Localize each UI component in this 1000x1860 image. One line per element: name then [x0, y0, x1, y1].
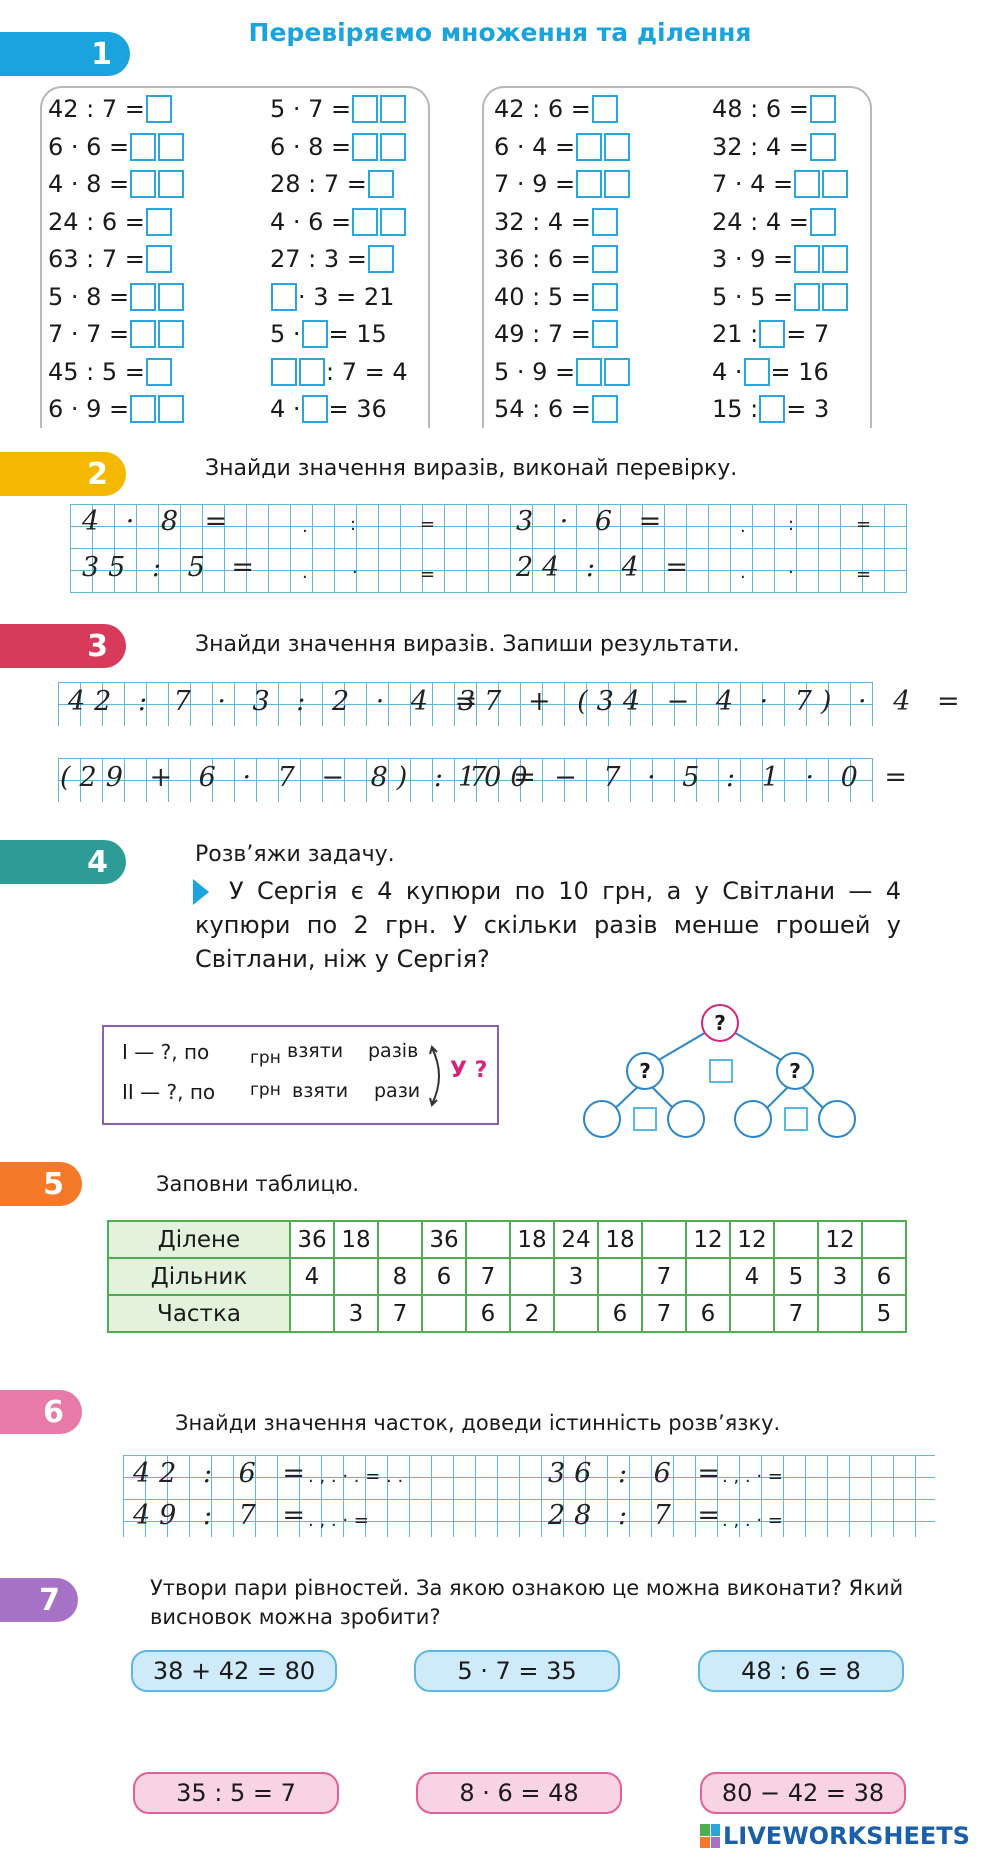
- equation-text: 63 : 7 =: [48, 245, 145, 273]
- task-2-instruction: Знайди значення виразів, виконай перевірку.: [205, 456, 738, 481]
- table-cell: 7: [378, 1295, 422, 1332]
- answer-box[interactable]: [794, 283, 820, 311]
- table-cell: 4: [290, 1258, 334, 1295]
- answer-box[interactable]: [576, 133, 602, 161]
- table-cell[interactable]: [554, 1295, 598, 1332]
- tree-node-left: ?: [626, 1052, 664, 1090]
- answer-box[interactable]: [794, 245, 820, 273]
- equation: [270, 169, 395, 199]
- tree-answer-box[interactable]: [784, 1107, 808, 1131]
- answer-box[interactable]: [352, 133, 378, 161]
- answer-box[interactable]: [130, 170, 156, 198]
- brand-icon: [700, 1824, 720, 1848]
- table-row: [108, 1295, 906, 1332]
- task-5-instruction: Заповни таблицю.: [156, 1172, 360, 1196]
- equation-text: 5 · 8 =: [48, 282, 130, 311]
- task-4-problem: У Сергія є 4 купюри по 10 грн, а у Світлани — 4 купюри по 2 грн. У скільки разів менше грошей у Світлани, ніж у Сергія?: [195, 877, 901, 973]
- answer-box[interactable]: [592, 395, 618, 423]
- task-2-expr-1: 4 · 8 =: [82, 506, 237, 537]
- table-cell: 18: [510, 1221, 554, 1258]
- equation-card-blue-2[interactable]: 5 · 7 = 35: [414, 1650, 620, 1692]
- task-2-badge: 2: [0, 452, 126, 496]
- answer-box[interactable]: [158, 395, 184, 423]
- answer-box[interactable]: [146, 358, 172, 386]
- answer-box[interactable]: [271, 283, 297, 311]
- answer-box[interactable]: [744, 358, 770, 386]
- answer-box[interactable]: [592, 245, 618, 273]
- table-cell: 36: [290, 1221, 334, 1258]
- equation: [712, 282, 849, 312]
- task-6-expr-1: 42 : 6 =: [133, 1458, 315, 1489]
- answer-box[interactable]: [759, 395, 785, 423]
- table-cell: 7: [642, 1295, 686, 1332]
- table-cell[interactable]: [422, 1295, 466, 1332]
- tree-answer-box[interactable]: [633, 1107, 657, 1131]
- answer-box[interactable]: [130, 133, 156, 161]
- answer-box[interactable]: [146, 245, 172, 273]
- answer-box[interactable]: [592, 208, 618, 236]
- equation-text: 7 · 4 =: [712, 170, 794, 198]
- equation: [48, 94, 173, 124]
- scheme-times-2: рази: [374, 1080, 421, 1102]
- answer-box[interactable]: [299, 358, 325, 386]
- scheme-unit: грн: [250, 1080, 281, 1100]
- task-6-marks: . , . · =: [722, 1510, 783, 1531]
- answer-box[interactable]: [576, 358, 602, 386]
- task-6-expr-2: 36 : 6 =: [548, 1458, 730, 1489]
- equation: [270, 244, 395, 274]
- answer-box[interactable]: [302, 395, 328, 423]
- equation: [48, 319, 185, 349]
- equation: [270, 357, 408, 387]
- answer-box[interactable]: [604, 170, 630, 198]
- answer-box[interactable]: [822, 245, 848, 273]
- answer-box[interactable]: [158, 170, 184, 198]
- scheme-take: взяти: [292, 1080, 349, 1102]
- equation: [270, 319, 387, 349]
- tree-answer-box[interactable]: [709, 1059, 733, 1083]
- equation: [712, 207, 837, 237]
- task-7-instruction: Утвори пари рівностей. За якою ознакою це можна виконати? Який висновок можна зробити?: [150, 1576, 904, 1629]
- answer-box[interactable]: [604, 358, 630, 386]
- table-cell: 12: [730, 1221, 774, 1258]
- equation: [712, 394, 829, 424]
- table-cell: 5: [774, 1258, 818, 1295]
- equation-text: 6 · 4 =: [494, 132, 576, 161]
- equation-text: 32 : 4 =: [494, 207, 591, 236]
- task-3-expr-2: 37 + (34 − 4 · 7) · 4 =: [458, 686, 969, 717]
- scheme-unit: грн: [250, 1048, 281, 1068]
- answer-box[interactable]: [380, 95, 406, 123]
- equation: [270, 94, 407, 124]
- equation: [270, 207, 407, 237]
- scheme-times-1: разів: [368, 1040, 419, 1062]
- page-title: Перевіряємо множення та ділення: [248, 18, 752, 47]
- equation-text: 6 · 8 =: [270, 132, 352, 161]
- equation-text: 45 : 5 =: [48, 357, 145, 386]
- answer-box[interactable]: [352, 95, 378, 123]
- table-cell[interactable]: [598, 1258, 642, 1295]
- tree-leaf[interactable]: [818, 1100, 856, 1138]
- equation: [48, 282, 185, 312]
- equation: [494, 319, 619, 349]
- table-cell: 7: [642, 1258, 686, 1295]
- equation-card-pink-1[interactable]: 35 : 5 = 7: [133, 1772, 339, 1814]
- task-2-expr-4: 24 : 4 =: [516, 552, 698, 583]
- equation: [712, 132, 837, 162]
- equation-tail: = 15: [328, 320, 387, 348]
- answer-box[interactable]: [130, 283, 156, 311]
- task-2-colon: :: [350, 514, 357, 535]
- table-cell[interactable]: [818, 1295, 862, 1332]
- task-6-expr-3: 49 : 7 =: [133, 1500, 315, 1531]
- task-1-badge: 1: [0, 32, 130, 76]
- answer-box[interactable]: [368, 170, 394, 198]
- equation: [494, 282, 619, 312]
- table-cell[interactable]: [290, 1295, 334, 1332]
- equation: [712, 169, 849, 199]
- table-cell: 5: [862, 1295, 906, 1332]
- task-3-instruction: Знайди значення виразів. Запиши результати.: [195, 632, 740, 657]
- equation-text: 7 · 7 =: [48, 320, 130, 348]
- equation: [48, 132, 185, 162]
- equation-text: 21 :: [712, 320, 759, 348]
- table-cell: 6: [422, 1258, 466, 1295]
- equation: [48, 169, 185, 199]
- table-cell[interactable]: [466, 1221, 510, 1258]
- equation-text: 24 : 4 =: [712, 207, 809, 236]
- equation: [712, 244, 849, 274]
- brace-arrow-icon: [428, 1044, 450, 1108]
- task-5-table: [107, 1220, 907, 1333]
- table-cell[interactable]: [862, 1221, 906, 1258]
- task-2-dot: ·: [352, 562, 358, 583]
- answer-box[interactable]: [759, 320, 785, 348]
- equation: [494, 207, 619, 237]
- answer-box[interactable]: [130, 320, 156, 348]
- table-cell: 18: [334, 1221, 378, 1258]
- answer-box[interactable]: [271, 358, 297, 386]
- table-cell[interactable]: [686, 1258, 730, 1295]
- task-6-marks: . , . · =: [308, 1510, 369, 1531]
- scheme-row-2: ІІ — ?, по: [122, 1080, 216, 1104]
- equation-text: 5 · 5 =: [712, 282, 794, 311]
- equation-card-blue-1[interactable]: 38 + 42 = 80: [131, 1650, 337, 1692]
- task-7-badge: 7: [0, 1578, 78, 1622]
- equation-text: 32 : 4 =: [712, 132, 809, 161]
- row-label: Частка: [108, 1295, 290, 1332]
- equation-tail: = 7: [786, 320, 830, 348]
- equation-text: 7 · 9 =: [494, 170, 576, 198]
- table-cell: 4: [730, 1258, 774, 1295]
- answer-box[interactable]: [352, 208, 378, 236]
- equation-text: 6 · 9 =: [48, 395, 130, 423]
- equation-text: 54 : 6 =: [494, 395, 591, 423]
- table-cell[interactable]: [730, 1295, 774, 1332]
- answer-box[interactable]: [158, 283, 184, 311]
- table-cell: 6: [598, 1295, 642, 1332]
- equation: [494, 94, 619, 124]
- equation-text: 48 : 6 =: [712, 95, 809, 123]
- tree-node-right: ?: [776, 1052, 814, 1090]
- task-4-instruction: Розв’яжи задачу.: [195, 842, 395, 867]
- table-row: [108, 1221, 906, 1258]
- answer-box[interactable]: [576, 170, 602, 198]
- task-2-colon: :: [788, 514, 795, 535]
- equation-text: 3 · 9 =: [712, 245, 794, 273]
- equation: [48, 207, 173, 237]
- answer-box[interactable]: [822, 170, 848, 198]
- brand-logo[interactable]: [700, 1822, 970, 1850]
- answer-box[interactable]: [604, 133, 630, 161]
- table-cell: 24: [554, 1221, 598, 1258]
- equation: [712, 94, 837, 124]
- task-4-badge: 4: [0, 840, 126, 884]
- task-6-expr-4: 28 : 7 =: [548, 1500, 730, 1531]
- equation-card-pink-2[interactable]: 8 · 6 = 48: [416, 1772, 622, 1814]
- equation-text: 42 : 6 =: [494, 95, 591, 123]
- table-cell: 18: [598, 1221, 642, 1258]
- equation-text: 4 · 8 =: [48, 170, 130, 198]
- task-2-dot: .: [302, 562, 308, 583]
- equation-text: 4 ·: [270, 395, 301, 423]
- equation-text: 4 ·: [712, 357, 743, 386]
- table-cell: 3: [554, 1258, 598, 1295]
- task-3-expr-3: (29 + 6 · 7 − 8) : 7 =: [60, 762, 545, 793]
- answer-box[interactable]: [368, 245, 394, 273]
- tree-leaf[interactable]: [583, 1100, 621, 1138]
- answer-box[interactable]: [158, 133, 184, 161]
- equation: [494, 132, 631, 162]
- table-cell: 6: [466, 1295, 510, 1332]
- equation: [494, 244, 619, 274]
- equation-text: 6 · 6 =: [48, 132, 130, 161]
- equation-text: 28 : 7 =: [270, 170, 367, 198]
- answer-box[interactable]: [592, 283, 618, 311]
- answer-box[interactable]: [146, 95, 172, 123]
- scheme-take: взяти: [287, 1040, 344, 1062]
- task-2-dot: .: [740, 562, 746, 583]
- answer-box[interactable]: [130, 395, 156, 423]
- table-cell: 7: [774, 1295, 818, 1332]
- task-2-equals: =: [420, 564, 436, 585]
- equation: [270, 282, 394, 312]
- table-cell: 7: [466, 1258, 510, 1295]
- scheme-row-1: І — ?, по: [122, 1040, 210, 1064]
- equation: [712, 357, 829, 387]
- equation: [270, 132, 407, 162]
- task-6-marks: . , . · . = . .: [308, 1466, 404, 1487]
- equation-text: 36 : 6 =: [494, 245, 591, 273]
- task-2-expr-2: 3 · 6 =: [516, 506, 671, 537]
- answer-box[interactable]: [592, 95, 618, 123]
- equation: [494, 357, 631, 387]
- equation-text: 15 :: [712, 395, 759, 423]
- equation: [48, 357, 173, 387]
- equation-text: 5 ·: [270, 320, 301, 348]
- row-label: Дільник: [108, 1258, 290, 1295]
- table-cell: 6: [862, 1258, 906, 1295]
- table-cell[interactable]: [510, 1258, 554, 1295]
- task-2-expr-3: 35 : 5 =: [82, 552, 264, 583]
- equation: [494, 169, 631, 199]
- equation-text: : 7 = 4: [326, 357, 408, 386]
- equation-tail: = 36: [328, 395, 387, 423]
- brand-name: LIVEWORKSHEETS: [723, 1822, 970, 1850]
- table-cell[interactable]: [378, 1221, 422, 1258]
- equation-text: 5 · 7 =: [270, 95, 352, 123]
- equation-tail: = 16: [770, 357, 829, 386]
- table-cell: 12: [818, 1221, 862, 1258]
- equation: [270, 394, 387, 424]
- equation-text: 5 · 9 =: [494, 357, 576, 386]
- tree-root: ?: [701, 1004, 739, 1042]
- answer-box[interactable]: [146, 208, 172, 236]
- table-row: [108, 1258, 906, 1295]
- answer-box[interactable]: [380, 133, 406, 161]
- answer-box[interactable]: [794, 170, 820, 198]
- task-6-marks: . , . · =: [722, 1466, 783, 1487]
- task-5-badge: 5: [0, 1162, 82, 1206]
- scheme-question: У ?: [450, 1058, 488, 1083]
- table-cell: 36: [422, 1221, 466, 1258]
- table-cell: 8: [378, 1258, 422, 1295]
- tree-leaf[interactable]: [734, 1100, 772, 1138]
- answer-box[interactable]: [810, 95, 836, 123]
- task-2-equals: =: [856, 564, 872, 585]
- equation-text: 27 : 3 =: [270, 245, 367, 273]
- task-6-instruction: Знайди значення часток, доведи істинність розв’язку.: [175, 1411, 781, 1435]
- equation: [712, 319, 829, 349]
- answer-box[interactable]: [592, 320, 618, 348]
- task-3-expr-1: 42 : 7 · 3 : 2 · 4 =: [68, 686, 487, 717]
- task-3-badge: 3: [0, 624, 126, 668]
- equation-text: 24 : 6 =: [48, 207, 145, 236]
- table-cell: 3: [334, 1295, 378, 1332]
- task-3-expr-4: 100 − 7 · 5 : 1 · 0 =: [458, 762, 916, 793]
- answer-box[interactable]: [302, 320, 328, 348]
- answer-box[interactable]: [158, 320, 184, 348]
- table-cell: 12: [686, 1221, 730, 1258]
- equation-text: 49 : 7 =: [494, 320, 591, 348]
- table-cell: 3: [818, 1258, 862, 1295]
- equation-text: · 3 = 21: [298, 282, 395, 311]
- answer-box[interactable]: [380, 208, 406, 236]
- task-2-dot: .: [302, 516, 308, 537]
- task-2-equals: =: [420, 514, 436, 535]
- tree-leaf[interactable]: [667, 1100, 705, 1138]
- task-2-dot: .: [740, 516, 746, 537]
- equation-text: 4 · 6 =: [270, 207, 352, 236]
- answer-box[interactable]: [810, 208, 836, 236]
- table-cell[interactable]: [774, 1221, 818, 1258]
- row-label: Ділене: [108, 1221, 290, 1258]
- task-2-equals: =: [856, 514, 872, 535]
- equation: [48, 394, 185, 424]
- equation-text: 40 : 5 =: [494, 282, 591, 311]
- equation-card-pink-3[interactable]: 80 − 42 = 38: [700, 1772, 906, 1814]
- table-cell[interactable]: [642, 1221, 686, 1258]
- table-cell: 2: [510, 1295, 554, 1332]
- task-2-dot: ·: [788, 562, 794, 583]
- equation: [48, 244, 173, 274]
- task-6-badge: 6: [0, 1390, 82, 1434]
- table-cell[interactable]: [334, 1258, 378, 1295]
- equation-tail: = 3: [786, 395, 830, 423]
- equation-text: 42 : 7 =: [48, 95, 145, 123]
- equation: [494, 394, 619, 424]
- equation-card-blue-3[interactable]: 48 : 6 = 8: [698, 1650, 904, 1692]
- table-cell: 6: [686, 1295, 730, 1332]
- answer-box[interactable]: [810, 133, 836, 161]
- answer-box[interactable]: [822, 283, 848, 311]
